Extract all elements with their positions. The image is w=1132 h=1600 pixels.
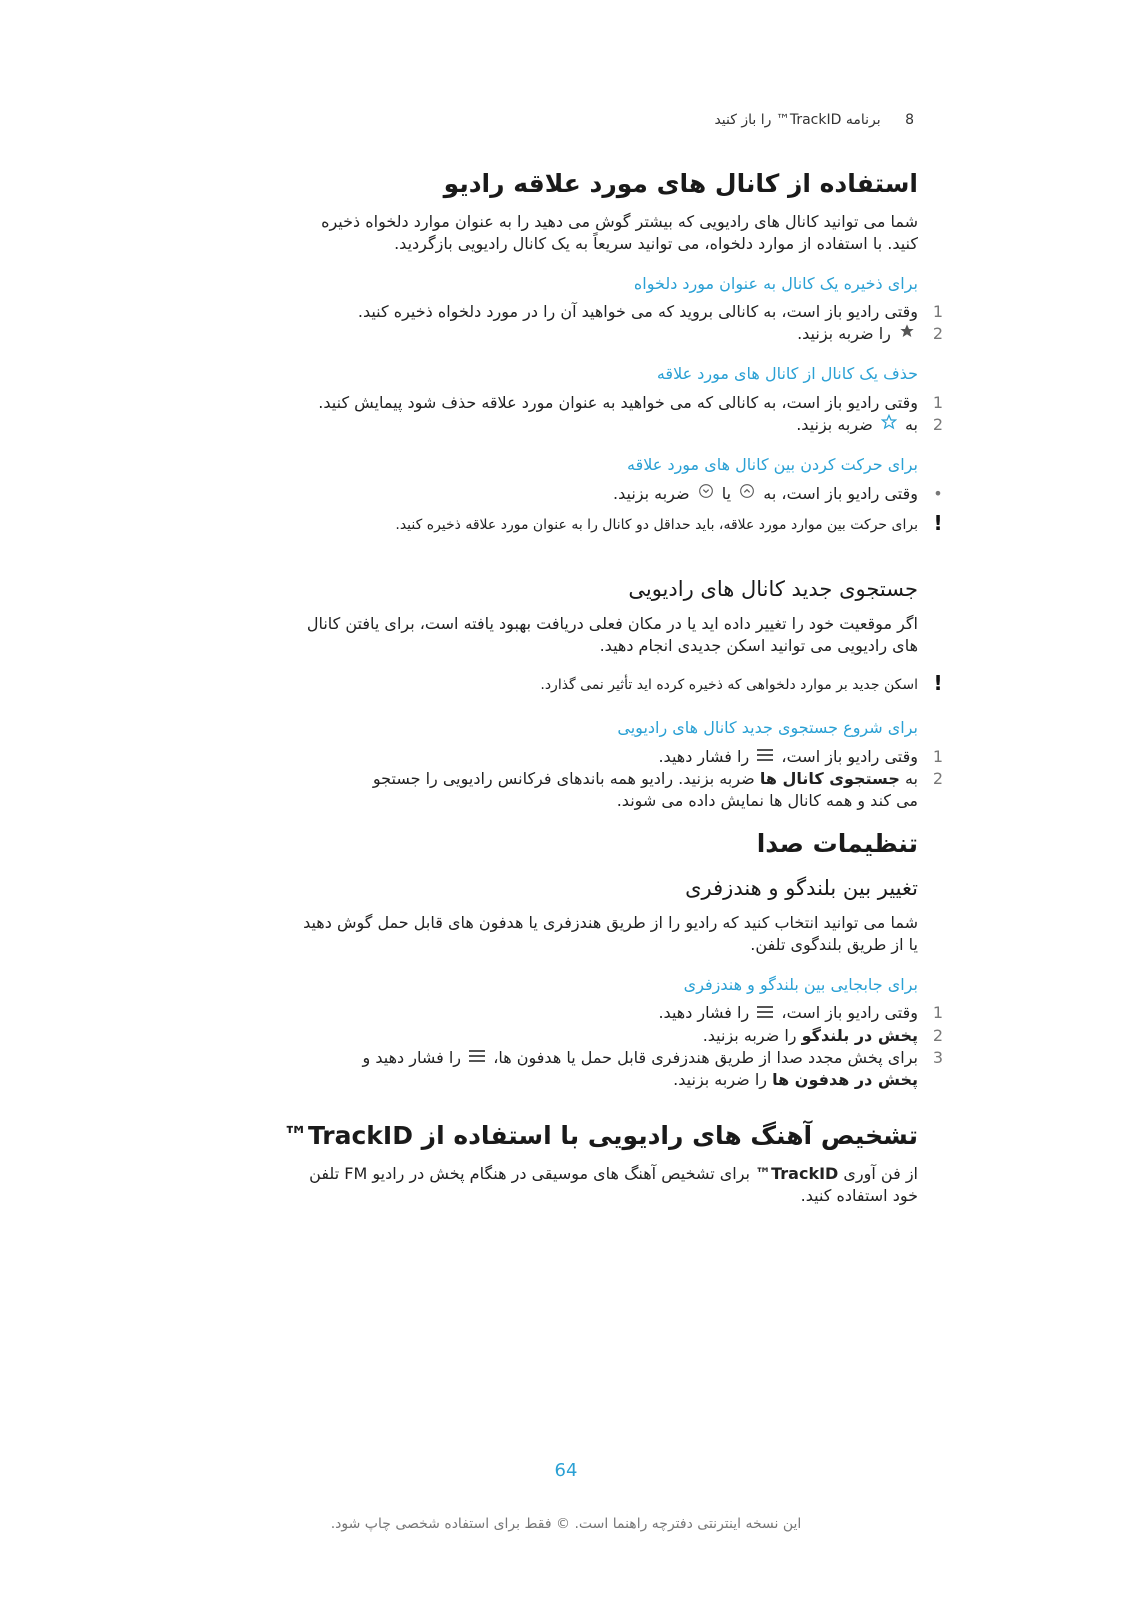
- exclamation-icon: !: [933, 511, 943, 536]
- header-title: برنامه TrackID™ را باز کنید: [714, 112, 881, 128]
- search-title: جستجوی جدید کانال های رادیویی: [628, 577, 918, 601]
- footer-note: این نسخه اینترنتی دفترچه راهنما است. © فقط برای استفاده شخصی چاپ شود.: [330, 1516, 802, 1532]
- intro-text: از فن آوری: [843, 1163, 918, 1183]
- step-number: 1: [932, 392, 944, 412]
- remove-step-1: [208, 392, 944, 414]
- step-text: یا: [721, 483, 732, 503]
- running-header: [214, 112, 914, 128]
- switch-step-1: [208, 1002, 944, 1025]
- step-text: را فشار دهید.: [658, 746, 750, 766]
- step-text: وقتی رادیو باز است،: [781, 746, 918, 766]
- favorites-intro-line2: کنید. با استفاده از موارد دلخواه، می توانید سریعاً به یک کانال رادیویی بازگردید.: [394, 233, 918, 253]
- step-number: 3: [932, 1047, 944, 1067]
- move-step: [208, 483, 943, 506]
- sound-title: تنظیمات صدا: [756, 829, 918, 858]
- trackid-intro-line1: [208, 1163, 918, 1185]
- step-number: 2: [932, 323, 944, 343]
- trackid-title: تشخیص آهنگ های رادیویی با استفاده از TrackID™: [282, 1121, 918, 1150]
- step-number: 1: [932, 746, 944, 766]
- menu-icon: [757, 1003, 773, 1025]
- exclamation-icon: !: [933, 671, 943, 696]
- step-text: به: [904, 414, 918, 434]
- step-text: وقتی رادیو باز است، به: [763, 483, 918, 503]
- step-text: را ضربه بزنید.: [702, 1025, 797, 1045]
- step-text: ضربه بزنید.: [796, 414, 873, 434]
- search-intro-line2: های رادیویی می توانید اسکن جدیدی انجام دهید.: [599, 636, 918, 656]
- star-outline-icon: [881, 414, 897, 436]
- remove-step-2: [208, 414, 944, 437]
- note-text: برای حرکت بین موارد مورد علاقه، باید حداقل دو کانال را به عنوان مورد علاقه ذخیره کنید.: [395, 517, 918, 534]
- remove-favorite-title: حذف یک کانال از کانال های مورد علاقه: [656, 364, 918, 384]
- step-text: را ضربه بزنید.: [797, 323, 891, 343]
- switch-steps: [208, 1002, 944, 1091]
- section-sound: [208, 828, 944, 1091]
- step-text: به: [904, 769, 918, 789]
- intro-bold-text: TrackID™: [755, 1163, 839, 1183]
- save-favorite-title: برای ذخیره یک کانال به عنوان مورد دلخواه: [633, 273, 918, 293]
- switch-intro-line1: شما می توانید انتخاب کنید که رادیو را از طریق هندزفری یا هدفون های قابل حمل گوش دهید: [303, 912, 918, 932]
- step-text: ضربه بزنید.: [613, 483, 690, 503]
- step-bold-text: پخش در بلندگو: [801, 1025, 918, 1045]
- search-step-2: [208, 768, 944, 812]
- star-filled-icon: [899, 323, 915, 345]
- arrow-down-circle-icon: [698, 483, 714, 505]
- header-page-number: 8: [905, 112, 914, 128]
- save-favorite-steps: [208, 301, 944, 346]
- step-text-line2: می کند و همه کانال ها نمایش داده می شوند.: [616, 791, 918, 811]
- step-number: 1: [932, 301, 944, 321]
- save-step-1: [208, 301, 944, 323]
- footer-page-number: 64: [554, 1460, 578, 1481]
- search-step-1: [208, 746, 944, 769]
- switch-step-2: [208, 1025, 944, 1047]
- note-text: اسکن جدید بر موارد دلخواهی که ذخیره کرده اید تأثیر نمی گذارد.: [540, 677, 918, 694]
- remove-favorite-steps: [208, 392, 944, 437]
- start-search-title: برای شروع جستجوی جدید کانال های رادیویی: [617, 718, 918, 738]
- step-number: 2: [932, 414, 944, 434]
- menu-icon: [469, 1047, 485, 1069]
- step-text: را فشار دهید.: [658, 1003, 750, 1023]
- step-number: 1: [932, 1003, 944, 1023]
- move-note: [208, 511, 943, 536]
- step-text: وقتی رادیو باز است، به کانالی بروید که می خواهید آن را در مورد دلخواه ذخیره کنید.: [357, 301, 918, 321]
- switch-step-3: [208, 1047, 944, 1092]
- step-text: ضربه بزنید. رادیو همه باندهای فرکانس رادیویی را جستجو: [372, 769, 755, 789]
- step-text: برای پخش مجدد صدا از طریق هندزفری قابل حمل یا هدفون ها،: [493, 1047, 918, 1067]
- move-favorite-steps: [208, 483, 943, 506]
- search-note: [208, 671, 943, 696]
- favorites-title: استفاده از کانال های مورد علاقه رادیو: [443, 169, 918, 198]
- step-text: وقتی رادیو باز است،: [781, 1003, 918, 1023]
- move-favorite-title: برای حرکت کردن بین کانال های مورد علاقه: [627, 455, 918, 475]
- start-search-steps: [208, 746, 944, 813]
- step-bold-text: پخش در هدفون ها: [772, 1070, 918, 1090]
- bullet: •: [933, 483, 943, 503]
- search-intro-line1: اگر موقعیت خود را تغییر داده اید یا در مکان فعلی دریافت بهبود یافته است، برای یافتن کانال: [306, 614, 918, 634]
- trackid-intro-line2: خود استفاده کنید.: [800, 1185, 918, 1205]
- section-favorites: [208, 168, 944, 536]
- switch-title: تغییر بین بلندگو و هندزفری: [685, 875, 918, 900]
- step-number: 2: [932, 769, 944, 789]
- section-search: [208, 576, 944, 812]
- arrow-up-circle-icon: [739, 483, 755, 505]
- menu-icon: [757, 746, 773, 768]
- switch-intro-line2: یا از طریق بلندگوی تلفن.: [750, 934, 918, 954]
- step-text: را فشار دهید و: [362, 1047, 461, 1067]
- step-number: 2: [932, 1025, 944, 1045]
- step-bold-text: جستجوی کانال ها: [759, 769, 900, 789]
- favorites-intro-line1: شما می توانید کانال های رادیویی که بیشتر گوش می دهید را به عنوان موارد دلخواه ذخیره: [321, 211, 918, 231]
- save-step-2: [208, 323, 944, 346]
- switch-sub-title: برای جابجایی بین بلندگو و هندزفری: [683, 974, 918, 994]
- step-text: وقتی رادیو باز است، به کانالی که می خواهید به عنوان مورد علاقه حذف شود پیمایش کنید.: [318, 392, 918, 412]
- intro-text: برای تشخیص آهنگ های موسیقی در هنگام پخش در رادیو FM تلفن: [309, 1163, 751, 1183]
- step-text: را ضربه بزنید.: [673, 1070, 768, 1090]
- section-trackid: [208, 1120, 918, 1207]
